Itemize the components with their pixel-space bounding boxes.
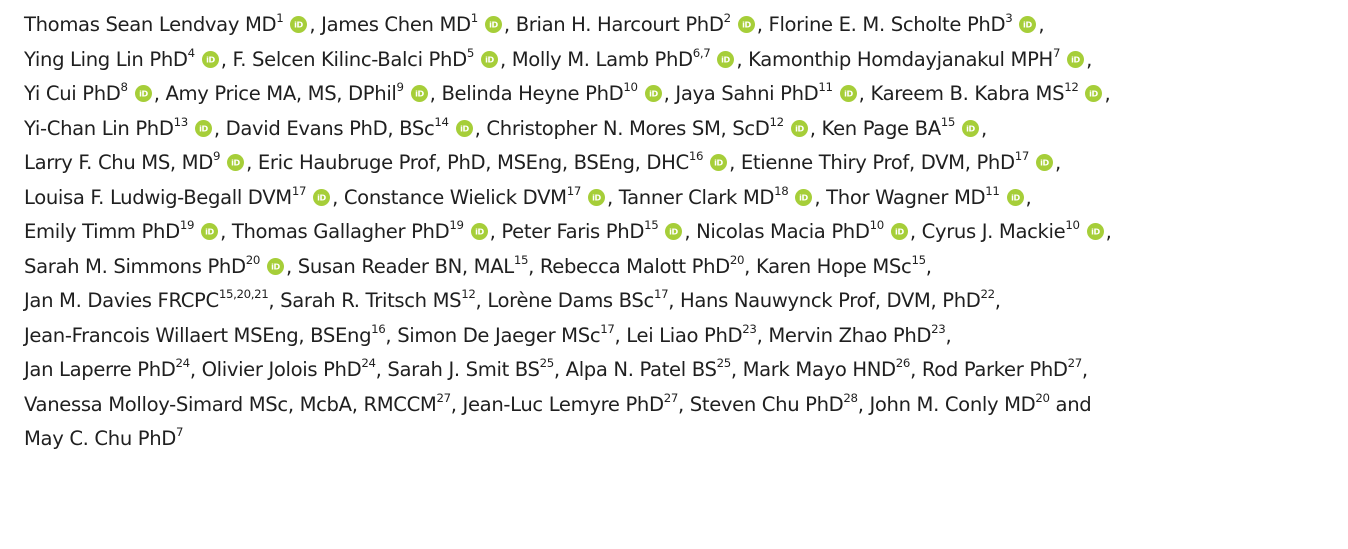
separator: ,	[981, 116, 987, 140]
author-name: Thomas Sean Lendvay MD	[24, 13, 277, 36]
author	[768, 321, 952, 347]
svg-text:iD: iD	[1071, 55, 1081, 65]
author-name: Simon De Jaeger MSc	[397, 323, 601, 347]
separator: ,	[503, 13, 516, 36]
affiliation-number: 12	[461, 287, 476, 302]
affiliation-number: 27	[663, 390, 679, 405]
author	[225, 114, 487, 140]
separator: ,	[528, 254, 540, 278]
author	[343, 183, 619, 209]
orcid-icon[interactable]	[456, 120, 473, 137]
separator: ,	[729, 151, 741, 174]
author-name: Etienne Thiry Prof, DVM, PhD	[740, 151, 1015, 174]
author	[24, 45, 233, 71]
svg-text:iD: iD	[205, 55, 215, 65]
author-name: F. Selcen Kilinc-Balci PhD	[232, 47, 467, 71]
orcid-icon[interactable]	[481, 51, 498, 68]
affiliation-number: 11	[985, 183, 1000, 198]
affiliation-number: 19	[179, 218, 195, 233]
author-name: Peter Faris PhD	[501, 220, 645, 243]
author	[441, 82, 675, 105]
separator: ,	[606, 185, 619, 209]
affiliation-number: 1	[470, 11, 478, 26]
author-name: Steven Chu PhD	[689, 392, 844, 416]
affiliation-number: 24	[175, 356, 190, 371]
author-line	[24, 146, 1324, 181]
author-line	[24, 43, 1324, 78]
svg-text:iD: iD	[474, 227, 484, 237]
affiliation-number: 9	[212, 149, 221, 164]
author	[202, 358, 388, 381]
author	[696, 220, 922, 243]
separator: ,	[332, 185, 344, 209]
separator: ,	[1105, 220, 1112, 243]
author	[165, 82, 441, 105]
author-name: Molly M. Lamb PhD	[511, 47, 693, 71]
orcid-icon[interactable]	[471, 223, 488, 240]
separator: ,	[858, 82, 871, 105]
affiliation-number: 18	[774, 183, 789, 198]
author-name: Nicolas Macia PhD	[696, 220, 870, 243]
affiliation-number: 17	[291, 183, 307, 198]
affiliation-number: 16	[371, 321, 386, 336]
affiliation-number: 10	[1065, 218, 1080, 233]
separator: ,	[756, 323, 769, 347]
author-name: Rebecca Malott PhD	[539, 254, 730, 278]
author	[870, 82, 1110, 105]
author-name: Constance Wielick DVM	[343, 185, 567, 209]
orcid-icon[interactable]	[290, 16, 307, 33]
author	[397, 321, 627, 347]
author	[24, 13, 321, 36]
orcid-icon[interactable]	[411, 85, 428, 102]
affiliation-number: 27	[1067, 356, 1082, 371]
svg-text:iD: iD	[721, 55, 731, 65]
svg-text:iD: iD	[894, 227, 904, 237]
author	[618, 183, 827, 209]
separator: ,	[220, 220, 232, 243]
orcid-icon[interactable]	[202, 51, 219, 68]
separator: ,	[268, 289, 281, 312]
orcid-icon[interactable]	[717, 51, 734, 68]
svg-text:iD: iD	[714, 158, 724, 168]
author	[24, 390, 463, 416]
author	[232, 45, 512, 71]
orcid-icon[interactable]	[738, 16, 755, 33]
affiliation-number: 20	[1035, 390, 1050, 405]
author	[748, 45, 1092, 71]
affiliation-number: 11	[818, 80, 833, 95]
author-name: Yi Cui PhD	[24, 82, 121, 105]
orcid-icon[interactable]	[1019, 16, 1036, 33]
separator: ,	[220, 47, 233, 71]
orcid-icon[interactable]	[313, 189, 330, 206]
author	[626, 321, 769, 347]
affiliation-number: 6,7	[692, 45, 711, 60]
separator: ,	[499, 47, 512, 71]
author	[321, 13, 516, 36]
affiliation-number: 12	[769, 114, 784, 129]
orcid-icon[interactable]	[485, 16, 502, 33]
affiliation-number: 19	[449, 218, 464, 233]
author-name: Olivier Jolois PhD	[201, 358, 362, 381]
author-line	[24, 8, 1324, 43]
author	[826, 183, 1032, 209]
author-name: Mark Mayo HND	[742, 358, 896, 381]
author-line	[24, 215, 1324, 250]
affiliation-number: 15	[513, 252, 529, 267]
svg-text:iD: iD	[799, 193, 809, 203]
affiliation-number: 5	[466, 45, 474, 60]
affiliation-number: 4	[187, 45, 195, 60]
author-line	[24, 319, 1324, 354]
author-name: Thor Wagner MD	[826, 185, 986, 209]
author-name: Hans Nauwynck Prof, DVM, PhD	[679, 289, 981, 312]
affiliation-number: 20	[729, 252, 745, 267]
author	[24, 82, 165, 105]
orcid-icon[interactable]	[135, 85, 152, 102]
separator: ,	[910, 358, 922, 381]
svg-text:iD: iD	[459, 124, 469, 134]
affiliation-number: 23	[742, 321, 757, 336]
separator: ,	[429, 82, 442, 105]
svg-text:iD: iD	[231, 158, 241, 168]
author	[24, 289, 280, 312]
separator: ,	[553, 358, 566, 381]
separator: ,	[814, 185, 827, 209]
author-name: Cyrus J. Mackie	[921, 220, 1066, 243]
svg-text:iD: iD	[1010, 193, 1020, 203]
author-name: Sarah J. Smit BS	[387, 358, 540, 381]
author	[387, 358, 565, 381]
author	[516, 13, 769, 36]
separator: ,	[189, 358, 202, 381]
author	[501, 220, 696, 243]
author	[487, 289, 680, 312]
affiliation-number: 14	[434, 114, 449, 129]
orcid-icon[interactable]	[840, 85, 857, 102]
svg-text:iD: iD	[138, 89, 148, 99]
separator: ,	[614, 323, 627, 347]
separator: ,	[1104, 82, 1111, 105]
separator: and	[1049, 392, 1092, 416]
author	[24, 220, 232, 243]
orcid-icon[interactable]	[791, 120, 808, 137]
separator: ,	[375, 358, 388, 381]
author-name: Jean-Francois Willaert MSEng, BSEng	[24, 323, 372, 347]
svg-text:iD: iD	[1023, 20, 1033, 30]
affiliation-number: 15,20,21	[218, 287, 269, 302]
author-name: Vanessa Molloy-Simard MSc, McbA, RMCCM	[24, 392, 437, 416]
affiliation-number: 27	[436, 390, 451, 405]
affiliation-number: 7	[176, 425, 184, 440]
author-name: Mervin Zhao PhD	[768, 323, 932, 347]
separator: ,	[684, 220, 697, 243]
affiliation-number: 10	[623, 80, 638, 95]
author-name: Larry F. Chu MS, MD	[24, 151, 213, 174]
orcid-icon[interactable]	[665, 223, 682, 240]
author	[24, 427, 183, 450]
author-name: Louisa F. Ludwig-Begall DVM	[24, 185, 292, 209]
separator: ,	[678, 392, 690, 416]
author-line	[24, 388, 1324, 423]
svg-text:iD: iD	[294, 20, 304, 30]
orcid-icon[interactable]	[962, 120, 979, 137]
author-name: Rod Parker PhD	[921, 358, 1068, 381]
author	[24, 321, 398, 347]
author	[232, 220, 502, 243]
svg-text:iD: iD	[1089, 89, 1099, 99]
author	[743, 358, 922, 381]
orcid-icon[interactable]	[710, 154, 727, 171]
author-line	[24, 422, 1324, 457]
separator: ,	[736, 47, 749, 71]
svg-text:iD: iD	[1040, 158, 1049, 168]
author	[486, 114, 822, 140]
author-name: Jan Laperre PhD	[24, 358, 176, 381]
author-line	[24, 284, 1324, 319]
affiliation-number: 3	[1005, 11, 1013, 26]
affiliation-number: 8	[120, 80, 128, 95]
author-name: Brian H. Harcourt PhD	[515, 13, 724, 36]
author	[511, 45, 749, 71]
author-name: Susan Reader BN, MAL	[297, 254, 514, 278]
author	[675, 82, 870, 105]
orcid-icon[interactable]	[1087, 223, 1104, 240]
affiliation-number: 17	[653, 287, 669, 302]
author-name: Amy Price MA, MS, DPhil	[165, 82, 397, 105]
author	[680, 289, 1001, 312]
author	[462, 390, 690, 416]
separator: ,	[153, 82, 166, 105]
svg-text:iD: iD	[488, 20, 498, 30]
affiliation-number: 25	[716, 356, 731, 371]
svg-text:iD: iD	[317, 193, 327, 203]
separator: ,	[286, 254, 298, 278]
author-name: Lei Liao PhD	[626, 323, 743, 347]
author-name: David Evans PhD, BSc	[225, 116, 435, 140]
affiliation-number: 15	[644, 218, 659, 233]
affiliation-number: 26	[895, 356, 911, 371]
svg-text:iD: iD	[198, 124, 208, 134]
separator: ,	[1025, 185, 1032, 209]
separator: ,	[945, 323, 952, 347]
author-name: Christopher N. Mores SM, ScD	[486, 116, 770, 140]
author-name: Lorène Dams BSc	[487, 289, 654, 312]
orcid-icon[interactable]	[1036, 154, 1053, 171]
author-name: Florine E. M. Scholte PhD	[768, 13, 1006, 36]
author-name: Ying Ling Lin PhD	[24, 47, 188, 71]
author-name: Belinda Heyne PhD	[441, 82, 624, 105]
orcid-icon[interactable]	[227, 154, 244, 171]
svg-text:iD: iD	[669, 227, 679, 237]
author	[769, 13, 1045, 36]
separator: ,	[1081, 358, 1088, 381]
orcid-icon[interactable]	[1067, 51, 1084, 68]
author	[821, 114, 987, 140]
orcid-icon[interactable]	[267, 258, 284, 275]
affiliation-number: 1	[276, 11, 284, 26]
author-name: Sarah M. Simmons PhD	[24, 254, 246, 278]
separator: ,	[489, 220, 502, 243]
separator: ,	[1038, 13, 1045, 36]
author	[24, 252, 298, 278]
author-name: Eric Haubruge Prof, PhD, MSEng, BSEng, DHC	[257, 151, 689, 174]
svg-text:iD: iD	[592, 193, 601, 203]
orcid-icon[interactable]	[195, 120, 212, 137]
author	[922, 358, 1088, 381]
author	[297, 252, 540, 278]
svg-text:iD: iD	[843, 89, 853, 99]
svg-text:iD: iD	[271, 262, 280, 272]
separator: ,	[309, 13, 322, 36]
separator: ,	[909, 220, 922, 243]
author	[566, 358, 743, 381]
svg-text:iD: iD	[741, 20, 751, 30]
svg-text:iD: iD	[205, 227, 215, 237]
separator: ,	[756, 13, 769, 36]
svg-text:iD: iD	[794, 124, 804, 134]
author	[755, 252, 932, 278]
author-name: Jaya Sahni PhD	[675, 82, 819, 105]
affiliation-number: 10	[869, 218, 884, 233]
author-name: Yi-Chan Lin PhD	[24, 116, 174, 140]
svg-text:iD: iD	[414, 89, 424, 99]
affiliation-number: 15	[911, 252, 926, 267]
author	[869, 390, 1092, 416]
orcid-icon[interactable]	[1007, 189, 1024, 206]
author-name: Jean-Luc Lemyre PhD	[462, 392, 664, 416]
author-line	[24, 77, 1324, 112]
author-name: James Chen MD	[321, 13, 471, 36]
affiliation-number: 22	[980, 287, 995, 302]
separator: ,	[1055, 151, 1061, 174]
separator: ,	[385, 323, 398, 347]
separator: ,	[925, 254, 932, 278]
affiliation-number: 15	[940, 114, 956, 129]
author-name: Tanner Clark MD	[618, 185, 775, 209]
author-name: John M. Conly MD	[869, 392, 1036, 416]
author	[280, 289, 487, 312]
affiliation-number: 17	[600, 321, 615, 336]
separator: ,	[730, 358, 743, 381]
affiliation-number: 12	[1064, 80, 1079, 95]
author-name: Alpa N. Patel BS	[565, 358, 717, 381]
svg-text:iD: iD	[1090, 227, 1100, 237]
affiliation-number: 17	[566, 183, 581, 198]
author-name: Kareem B. Kabra MS	[870, 82, 1065, 105]
separator: ,	[744, 254, 756, 278]
author	[258, 151, 741, 174]
affiliation-number: 20	[245, 252, 260, 267]
author	[24, 151, 258, 174]
author	[539, 252, 756, 278]
author	[922, 220, 1112, 243]
author-name: Sarah R. Tritsch MS	[280, 289, 462, 312]
affiliation-number: 17	[1014, 149, 1030, 164]
author-name: Jan M. Davies FRCPC	[24, 289, 219, 312]
author-line	[24, 250, 1324, 285]
affiliation-number: 25	[539, 356, 554, 371]
affiliation-number: 13	[173, 114, 188, 129]
author-line	[24, 181, 1324, 216]
separator: ,	[246, 151, 258, 174]
separator: ,	[857, 392, 870, 416]
separator: ,	[809, 116, 822, 140]
separator: ,	[1086, 47, 1092, 71]
affiliation-number: 7	[1052, 45, 1061, 60]
separator: ,	[474, 116, 487, 140]
author-name: Emily Timm PhD	[24, 220, 180, 243]
author-name: Ken Page BA	[821, 116, 941, 140]
affiliation-number: 24	[361, 356, 376, 371]
svg-text:iD: iD	[966, 124, 975, 134]
affiliation-number: 16	[688, 149, 704, 164]
orcid-icon[interactable]	[201, 223, 218, 240]
separator: ,	[450, 392, 463, 416]
author	[689, 390, 870, 416]
orcid-icon[interactable]	[645, 85, 662, 102]
separator: ,	[994, 289, 1001, 312]
orcid-icon[interactable]	[795, 189, 812, 206]
author-line	[24, 112, 1324, 147]
separator: ,	[213, 116, 226, 140]
author-name: Thomas Gallagher PhD	[231, 220, 450, 243]
svg-text:iD: iD	[485, 55, 494, 65]
author	[24, 114, 226, 140]
author	[24, 183, 344, 209]
svg-text:iD: iD	[648, 89, 658, 99]
separator: ,	[668, 289, 680, 312]
author	[741, 151, 1061, 174]
author-line	[24, 353, 1324, 388]
author-name: Kamonthip Homdayjanakul MPH	[748, 47, 1053, 71]
separator: ,	[475, 289, 488, 312]
separator: ,	[663, 82, 676, 105]
orcid-icon[interactable]	[588, 189, 605, 206]
orcid-icon[interactable]	[891, 223, 908, 240]
affiliation-number: 23	[931, 321, 946, 336]
author-name: Karen Hope MSc	[755, 254, 912, 278]
affiliation-number: 28	[843, 390, 858, 405]
affiliation-number: 2	[723, 11, 731, 26]
orcid-icon[interactable]	[1085, 85, 1102, 102]
author	[24, 358, 202, 381]
author-name: May C. Chu PhD	[24, 427, 177, 450]
affiliation-number: 9	[396, 80, 404, 95]
